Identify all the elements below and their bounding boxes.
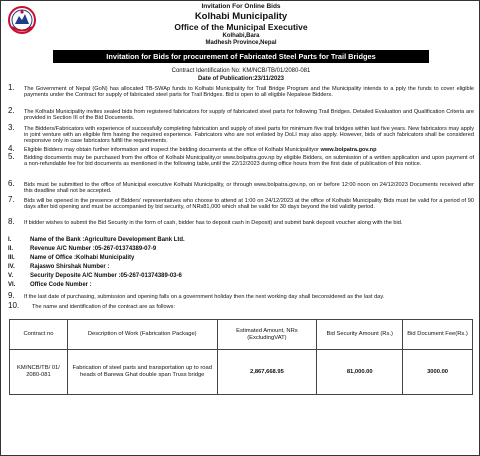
column-header: Description of Work (Fabrication Package) — [67, 320, 217, 350]
bid-security-cell: 81,000.00 — [317, 350, 403, 395]
item-number: 9. — [8, 291, 15, 300]
office-name: Office of the Municipal Executive — [174, 22, 308, 32]
work-description-cell: Fabrication of steel parts and transportation up to road heads of Barewa Ghat double span Truss bridge — [67, 350, 217, 395]
item-text: Bids will be opened in the presence of Bidders' representatives who choose to attend at 1:00 on 24/12/2023 at the office of Kolhabi Municipality Bids must be valid for a period of 90 days after bid opening and must be accompanied by bid security, of NRs81,000 which shall be valid for 30 days beyond the bid validity period. — [24, 198, 474, 211]
bank-detail-text: Name of Office :Kolhabi Municipality — [30, 255, 135, 261]
column-header: Estimated Amount, NRs (ExcludingVAT) — [217, 320, 317, 350]
item-number: 4. — [8, 144, 15, 153]
column-header: Contract no — [10, 320, 68, 350]
item-text: If the last date of purchasing, submission and opening falls on a government holiday then the next working day shall beconsidered as the last day. — [24, 294, 385, 300]
estimated-amount-cell: 2,867,668.95 — [217, 350, 317, 395]
item-text: Bids must be submitted to the office of Municipal executive Kolhabi Municipality, or through www.bolpatra.gov.np, on or before 12:00 noon on 24/12/2023 Documents received after this deadline shall not be accepted. — [24, 182, 474, 195]
contract-table — [9, 319, 473, 395]
bank-detail-text: Office Code Number : — [30, 282, 92, 288]
bank-detail-number: III. — [8, 255, 15, 261]
bank-detail-text: Name of the Bank :Agriculture Development Bank Ltd. — [30, 237, 185, 243]
bank-detail-number: II. — [8, 246, 14, 252]
bolpatra-link[interactable]: www.bolpatra.gov.np — [320, 147, 377, 153]
contract-identification: Contract Identification No: KM/NCB/TB/01/2080-081 — [171, 68, 311, 74]
title-banner: Invitation for Bids for procurement of Fabricated Steel Parts for Trail Bridges — [53, 50, 429, 63]
item-number: 7. — [8, 195, 15, 204]
item-number: 2. — [8, 106, 15, 115]
bank-detail-number: V. — [8, 273, 14, 279]
address-line-1: Kolhabi,Bara — [222, 33, 260, 39]
item-number: 8. — [8, 217, 15, 226]
item-text: If bidder wishes to submit the Bid Security in the form of cash, bidder has to deposit cash in Deposit) and submit bank deposit voucher along with the bid. — [24, 220, 403, 226]
item-number: 6. — [8, 179, 15, 188]
notice-type: Invitation For Online Bids — [201, 3, 281, 10]
item-text: The Government of Nepal (GoN) has allocated TB-SWAp funds to Kolhabi Municipality for Trail Bridge Program and the Municipality intends to a pply the funds to cover eligible payments under the Contract for supply of fabricated steel parts for Trail Bridges. Bid is open to all eligible Nepalese Bidders. — [24, 86, 474, 99]
contract-number-cell: KM/NCB/TB/ 01/ 2080-081 — [10, 350, 68, 395]
bank-detail-text: Revenue A/C Number :05-267-01374389-07-9 — [30, 246, 157, 252]
item-text: Eligible Bidders may obtain further information and inspect the bidding documents at the office of Kolhabi Municipalityor — [24, 147, 321, 153]
column-header: Bid Security Amount (Rs.) — [317, 320, 403, 350]
bank-detail-number: VI. — [8, 282, 16, 288]
document-fee-cell: 3000.00 — [403, 350, 473, 395]
table-header-row — [10, 320, 473, 350]
item-number: 5. — [8, 152, 15, 161]
item-text: The Bidders/Fabricators with experience of successfully completing fabrication and supply of steel parts for minimum five trail bridges within last five years. New fabricators may apply in joint venture with an eligible firm having the required experience. Fabricators who are not enlisted by DoLI may also apply. However, bids of such fabricators shall be considered responsive only in case fabricators fulfill the requirements. — [24, 126, 474, 145]
item-text: The name and identification of the contract are as follows: — [32, 304, 176, 310]
column-header: Bid Document Fee(Rs.) — [403, 320, 473, 350]
item-number: 1. — [8, 83, 15, 92]
municipality-name: Kolhabi Municipality — [194, 11, 288, 22]
item-number: 10. — [8, 301, 20, 310]
bank-detail-text: Security Deposite A/C Number :05-267-01374389-03-6 — [30, 273, 182, 279]
bank-detail-number: IV. — [8, 264, 15, 270]
bank-detail-text: Rajaswo Shirshak Number : — [30, 264, 110, 270]
item-text: The Kolhabi Municipality invites sealed bids from registered fabricators for supply of fabricated steel parts for following Trail Bridges. Detailed Evaluation and Qualification Criteria are provided in Section III of the Bid Documents. — [24, 109, 474, 122]
address-line-2: Madhesh Province,Nepal — [205, 40, 277, 46]
publication-date: Date of Publication:23/11/2023 — [197, 76, 285, 82]
item-number: 3. — [8, 123, 15, 132]
item-text: Bidding documents may be purchased from the office of Kolhabi Municipality,or www.bolpatra.gov.np by eligible Bidders, on submission of a written application and upon payment of a non-refundable fee for bid documents as mentioned in the following table,until the 22/12/2023 during office hours from the first date of publication of this notice. — [24, 155, 474, 168]
bank-detail-number: I. — [8, 237, 12, 243]
table-row — [10, 350, 473, 395]
